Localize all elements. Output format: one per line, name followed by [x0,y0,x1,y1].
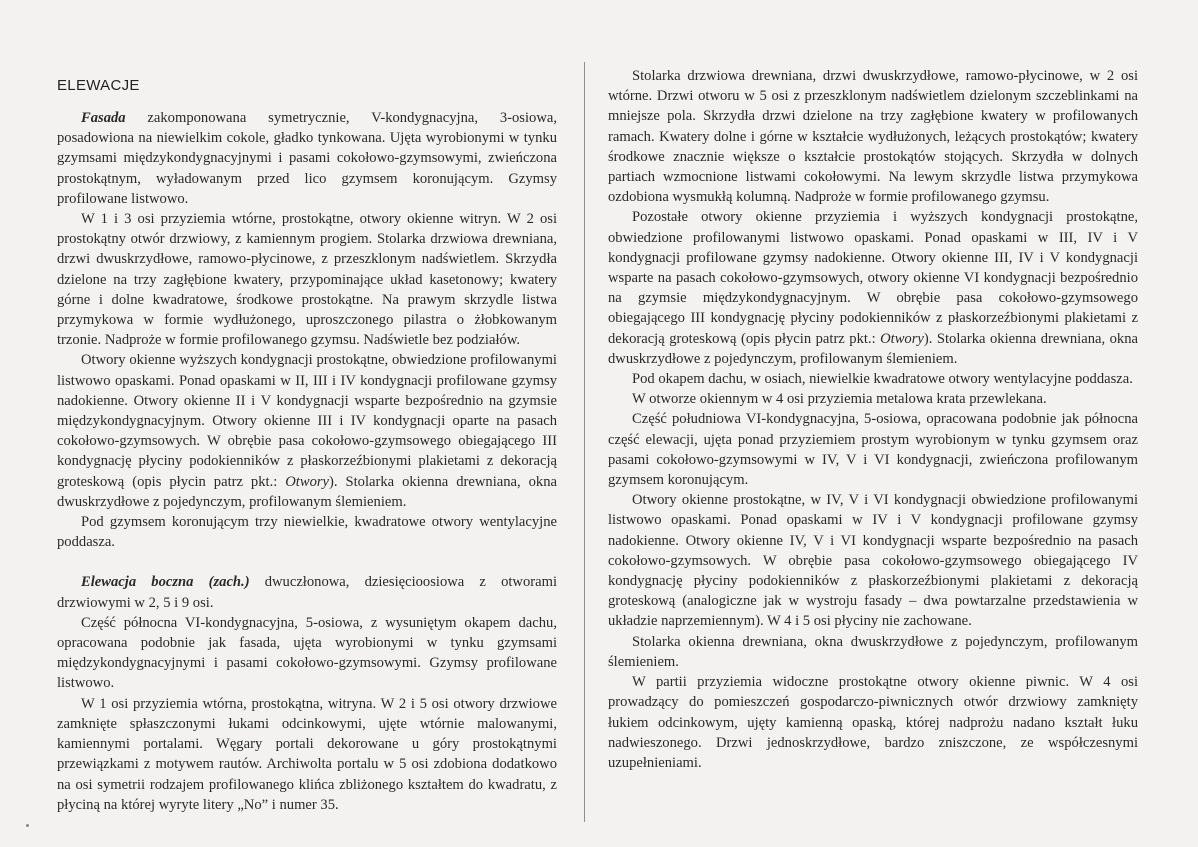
paragraph-stolarka-okienna: Stolarka okienna drewniana, okna dwuskrzydłowe z pojedynczym, profilowanym ślemieniem. [608,633,1138,670]
paragraph-spacer [57,552,557,572]
paragraph-text: ). Stolarka okienna drewniana, okna dwuskrzydłowe z pojedynczym, profilowanym ślemieniem. [57,473,557,510]
paragraph-text: dwuczłonowa, dziesięcioosiowa z otworami drzwiowymi w 2, 5 i 9 osi. [57,574,558,611]
paragraph-text: Otwory okienne wyższych kondygnacji prostokątne, obwiedzione profilowanymi listwowo opaskami. Ponad opaskami w II, III i IV kondygnacji profilowane gzymsy nadokienne. Otwory okienne II i V kondygnacji wsparte bezpośrednio na gzymsie międzykondygnacyjnym. Otwory okienne III i IV kondygnacji oparte na pasach cokołowo-gzymsowych. W obrębie pasa cokołowo-gzymsowego obiegającego III kondygnację płyciny podokienników z płaskorzeźbionymi plakietami z dekoracją groteskową (opis płycin patrz pkt.: [57,352,557,490]
paragraph-stolarka-drzwiowa: Stolarka drzwiowa drewniana, drzwi dwuskrzydłowe, ramowo-płycinowe, w 2 osi wtórne. Drzwi otworu w 5 osi z przeszklonym nadświetlem dzielonym szczeblinkami na mniejsze pola. Skrzydła drzwi dzielone na trzy zagłębione kwatery w profilowanych ramach. Kwatery dolne i górne w kształcie wydłużonych, leżących prostokątów; kwatery środkowe znacznie większe o kształcie prostokątów stojących. Skrzydła w dolnych partiach wzmocnione listwami cokołowymi. Na lewym skrzydle listwa przymykowa ozdobiona wysmukłą kolumną. Nadproże w formie profilowanego gzymsu. [608,68,1138,206]
paragraph-text: ). Stolarka okienna drewniana, okna dwuskrzydłowe z pojedynczym, profilowanym ślemieniem. [608,330,1138,367]
paragraph-czesc-poludniowa: Część południowa VI-kondygnacyjna, 5-osiowa, opracowana podobnie jak północna część elewacji, ujęta ponad przyziemiem prostym wyrobionym w tynku gzymsem oraz pasami cokołowo-gzymsowymi w IV, V i VI kondygnacji, zwieńczona profilowanym gzymsem koronującym. [608,411,1138,489]
lead-term-fasada: Fasada [81,110,126,126]
paragraph-piwnice: W partii przyziemia widoczne prostokątne otwory okienne piwnic. W 4 osi prowadzący do pomieszczeń gospodarczo-piwnicznych otwór drzwiowy zamknięty łukiem odcinkowym, ujęty kamienną opaską, której nadprożu nadano kształt łuku nadwieszonego. Drzwi jednoskrzydłowe, bardzo zniszczone, ze współczesnymi uzupełnieniami. [608,674,1138,771]
paragraph-przyziemie: W 1 i 3 osi przyziemia wtórne, prostokątne, otwory okienne witryn. W 2 osi prostokątny otwór drzwiowy, z kamiennym progiem. Stolarka drzwiowa drewniana, drzwi dwuskrzydłowe, ramowo-płycinowe, z przeszklonym nadświetlem. Skrzydła dzielone na trzy zagłębione kwatery, przypominające układ kasetonowy; kwatery górne i dolne kwadratowe, środkowe prostokątne. Na prawym skrzydle listwa przymykowa w formie wydłużonego, uproszczonego pilastra o żłobkowanym trzonie. Nadproże w formie profilowanego gzymsu. Nadświetle bez podziałów. [57,211,557,349]
right-column [608,66,1138,773]
paragraph-portale: W 1 osi przyziemia wtórna, prostokątna, witryna. W 2 i 5 osi otwory drzwiowe zamknięte spłaszczonymi łukami odcinkowymi, ujęte wtórnie malowanymi, kamiennymi portalami. Węgary portali dekorowane u góry prostokątnymi przewiązkami z motywem rautów. Archiwolta portalu w 5 osi zdobiona dodatkowo na osi symetrii rodzajem profilowanego klińca zbliżonego kształtem do kwadratu, z płyciną na której wyryte litery „No” i numer 35. [57,695,557,813]
lead-term-elewacja-boczna: Elewacja boczna (zach.) [81,574,250,591]
paragraph-text: zakomponowana symetrycznie, V-kondygnacyjna, 3-osiowa, posadowiona na niewielkim cokole, gładko tynkowana. Ujęta wyrobionymi w tynku gzymsami międzykondygnacyjnymi i pasami cokołowo-gzymsowymi, zwieńczona prostokątnym, wyładowanym przed lico gzymsem koronującym. Gzymsy profilowane listwowo. [57,110,557,207]
cross-reference: Otwory [880,330,924,347]
paragraph-fasada [57,108,557,209]
paragraph-pozostale-otwory [608,207,1138,369]
paragraph-krata: W otworze okiennym w 4 osi przyziemia metalowa krata przewlekana. [632,391,1047,408]
left-column [57,66,557,815]
paragraph-wentylacja: Pod gzymsem koronującym trzy niewielkie, kwadratowe otwory wentylacyjne poddasza. [57,514,557,551]
paragraph-okap: Pod okapem dachu, w osiach, niewielkie kwadratowe otwory wentylacyjne poddasza. [632,371,1133,388]
paragraph-text: Pozostałe otwory okienne przyziemia i wyższych kondygnacji prostokątne, obwiedzione profilowanymi listwowo opaskami. Ponad opaskami w III, IV i V kondygnacji profilowane gzymsy nadokienne. Otwory okienne III, IV i V kondygnacji wsparte na pasach cokołowo-gzymsowych, otwory okienne VI kondygnacji bezpośrednio na gzymsie międzykondygnacyjnym. W obrębie pasa cokołowo-gzymsowego obiegającego III kondygnację płyciny podokienników z płaskorzeźbionymi plakietami z dekoracją groteskową (opis płycin patrz pkt.: [608,209,1138,347]
section-heading: ELEWACJE [57,77,140,94]
scan-speck [26,824,29,827]
paragraph-czesc-polnocna: Część północna VI-kondygnacyjna, 5-osiowa, z wysuniętym okapem dachu, opracowana podobnie jak fasada, ujęta wyrobionymi w tynku gzymsami międzykondygnacyjnymi i pasami cokołowo-gzymsowymi. Gzymsy profilowane listwowo. [57,614,557,692]
paragraph-otwory-prostokatne: Otwory okienne prostokątne, w IV, V i VI kondygnacji obwiedzione profilowanymi listwowo opaskami. Ponad opaskami w IV i V kondygnacji profilowane gzymsy nadokienne. Otwory okienne IV, V i VI kondygnacji wsparte bezpośrednio na pasach cokołowo-gzymsowych. W obrębie pasa cokołowo-gzymsowego obiegającego IV kondygnację płyciny podokienników z płaskorzeźbionymi plakietami z dekoracją groteskową (analogiczne jak w wystroju fasady – dwa powtarzalne przedstawienia w układzie naprzemiennym). W 4 i 5 osi płyciny nie zachowane. [608,492,1138,630]
paragraph-elewacja-boczna [57,572,557,612]
column-divider [584,62,585,822]
cross-reference: Otwory [285,473,330,490]
paragraph-otwory-okienne [57,350,557,512]
